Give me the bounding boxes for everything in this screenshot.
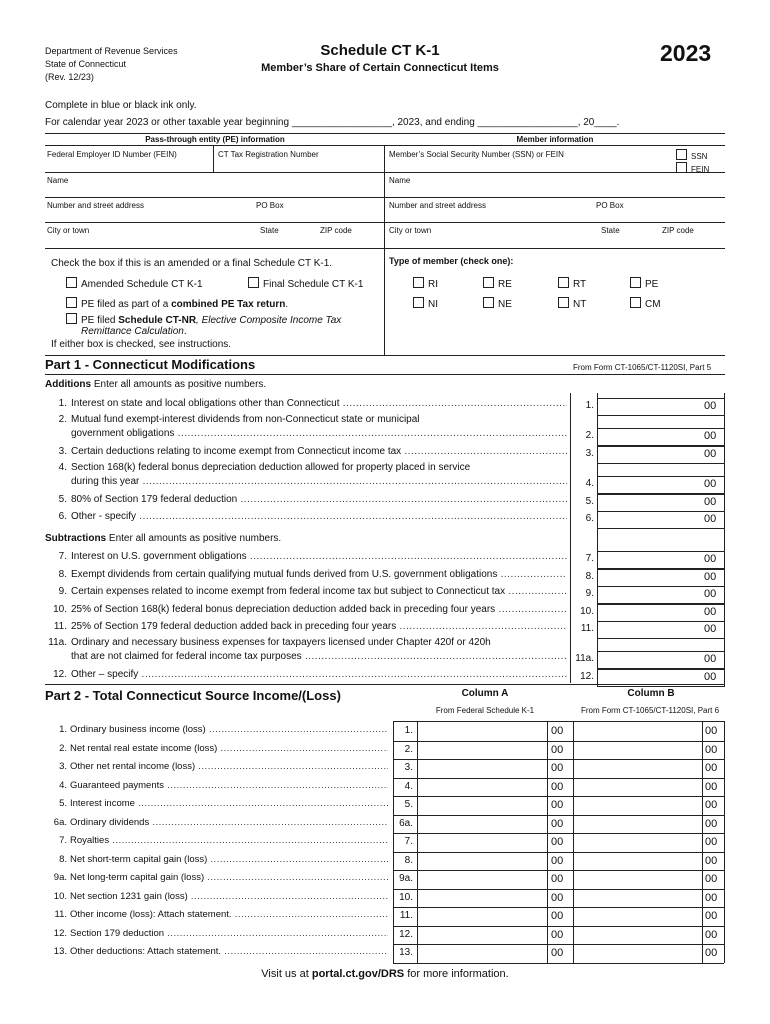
cents-label: 00 [704, 513, 717, 525]
line-description: Interest income ..... [70, 798, 388, 809]
line-description: 25% of Section 168(k) federal bonus depreciation deduction added back in preceding four years ..... [71, 604, 567, 615]
pe-pobox-label: PO Box [256, 201, 284, 210]
agency-name: Department of Revenue Services [45, 46, 178, 56]
column-a-amount[interactable] [418, 945, 546, 962]
type-ri-label: RI [428, 279, 438, 290]
column-a-amount[interactable] [418, 816, 546, 833]
subtractions-row [45, 637, 570, 662]
column-a-amount[interactable] [418, 908, 546, 925]
member-address-label: Number and street address [389, 201, 486, 210]
ctnr-line2 [81, 326, 187, 337]
type-nt-label: NT [573, 299, 587, 310]
type-nt[interactable] [558, 297, 586, 310]
type-ri[interactable] [413, 277, 438, 290]
ssn-option-label: SSN [691, 152, 708, 161]
type-re[interactable] [483, 277, 512, 290]
line-ref: 3. [404, 762, 413, 773]
line-ref: 13. [399, 947, 413, 958]
line-ref: 4. [404, 780, 413, 792]
line-number: 7. [58, 551, 67, 562]
pe-address-label: Number and street address [47, 201, 144, 210]
line-number: 3. [58, 446, 67, 457]
line-description: Guaranteed payments ..... [70, 780, 388, 791]
line-description: Other – specify ..... [71, 669, 567, 680]
combined-pre: PE filed as part of a [81, 299, 172, 310]
ssn-checkbox[interactable] [676, 149, 707, 161]
cents-label: 00 [705, 762, 718, 774]
line-description: Section 168(k) federal bonus depreciation deduction allowed for property placed in service [71, 462, 471, 473]
line-description: Other net rental income (loss) ..... [70, 761, 388, 772]
type-ne-box[interactable] [483, 297, 494, 308]
pe-name-label: Name [47, 176, 69, 185]
line-ref: 11. [399, 910, 413, 921]
column-b-amount[interactable] [574, 760, 702, 777]
cents-label: 00 [551, 910, 564, 922]
col-a-header: Column A [461, 688, 509, 699]
cents-label: 00 [705, 910, 718, 922]
pe-info-title: Pass-through entity (PE) information [145, 135, 285, 144]
line-number: 3. [59, 761, 67, 772]
column-a-amount[interactable] [418, 871, 546, 888]
line-description-cont: government obligations ..... [71, 428, 567, 439]
cents-label: 00 [704, 400, 717, 412]
type-cm-label: CM [645, 299, 661, 310]
line-number: 8. [59, 853, 67, 865]
column-b-amount[interactable] [574, 890, 702, 907]
subtractions-row [45, 604, 570, 621]
column-a-amount[interactable] [418, 760, 546, 777]
cents-label: 00 [704, 496, 717, 508]
cents-label: 00 [704, 553, 717, 565]
amended-box[interactable] [66, 277, 77, 288]
line-ref: 11. [580, 623, 594, 634]
form-title: Schedule CT K-1 [320, 42, 440, 59]
cents-label: 00 [704, 430, 717, 442]
type-nt-box[interactable] [558, 297, 569, 308]
line-number: 12. [53, 669, 67, 680]
line-description: Net section 1231 gain (loss) ..... [70, 891, 388, 902]
final-checkbox[interactable] [248, 277, 363, 290]
line-ref: 4. [585, 478, 594, 489]
line-ref: 2. [404, 743, 413, 755]
tax-year: 2023 [660, 40, 712, 66]
type-pe-label: PE [645, 279, 659, 290]
line-ref: 12. [399, 928, 413, 940]
cents-label: 00 [705, 743, 718, 756]
line-description: 25% of Section 179 federal deduction added back in preceding four years ..... [71, 621, 567, 632]
line-ref: 5. [585, 496, 594, 507]
line-ref: 9a. [399, 873, 413, 884]
column-a-amount[interactable] [418, 834, 546, 851]
line-description: Other - specify ..... [71, 511, 567, 522]
type-rt[interactable] [558, 277, 586, 290]
ssn-box[interactable] [676, 149, 687, 160]
column-b-amount[interactable] [574, 723, 702, 740]
line-description: Interest on U.S. government obligations ..... [71, 551, 567, 562]
line-ref: 5. [404, 799, 413, 810]
line-ref: 12. [580, 671, 594, 682]
part1-source: From Form CT-1065/CT-1120SI, Part 5 [573, 363, 712, 372]
column-b-amount[interactable] [574, 779, 702, 796]
subtractions-bold: Subtractions [45, 533, 107, 544]
line-number: 11. [53, 621, 67, 632]
cents-label: 00 [704, 671, 717, 683]
additions-row [45, 414, 570, 439]
column-b-amount[interactable] [574, 797, 702, 814]
line-ref: 10. [399, 891, 413, 903]
cents-label: 00 [705, 836, 718, 848]
combined-pe-box[interactable] [66, 297, 77, 308]
member-city-label: City or town [389, 226, 432, 235]
line-number: 5. [58, 494, 67, 505]
ctnr-post: . [183, 326, 187, 337]
line-description: Mutual fund exempt-interest dividends from non-Connecticut state or municipal [71, 414, 420, 425]
cents-label: 00 [705, 891, 718, 904]
cents-label: 00 [705, 780, 718, 793]
line-number: 4. [59, 779, 67, 791]
ink-instruction: Complete in blue or black ink only. [45, 100, 197, 111]
agency-block [45, 45, 178, 84]
line-description-cont: during this year ..... [71, 476, 567, 487]
column-a-amount[interactable] [418, 927, 546, 944]
member-name-label: Name [389, 176, 411, 185]
subtractions-row [45, 586, 570, 603]
column-b-amount[interactable] [574, 927, 702, 944]
subtractions-text: Enter all amounts as positive numbers. [106, 533, 282, 544]
cents-label: 00 [705, 873, 718, 885]
cents-label: 00 [705, 799, 718, 811]
period-begin-field[interactable]: __________________ [291, 117, 392, 128]
cents-label: 00 [551, 854, 564, 867]
type-ne-label: NE [498, 299, 512, 310]
type-pe[interactable] [630, 277, 658, 290]
line-description-cont: that are not claimed for federal income tax purposes ..... [71, 651, 567, 662]
line-description: Net long-term capital gain (loss) ..... [70, 872, 388, 883]
line-description: Other deductions: Attach statement. ..... [70, 946, 388, 957]
additions-row [45, 446, 570, 463]
line-number: 7. [59, 835, 67, 846]
line-ref: 8. [404, 854, 413, 866]
ctnr-italic2: Remittance Calculation [81, 326, 184, 337]
type-cm[interactable] [630, 297, 661, 310]
line-number: 1. [58, 398, 67, 409]
cents-label: 00 [704, 448, 717, 460]
footer [0, 968, 770, 980]
line-description: Interest on state and local obligations other than Connecticut ..... [71, 398, 567, 409]
pe-city-label: City or town [47, 226, 90, 235]
type-ni-box[interactable] [413, 297, 424, 308]
cents-label: 00 [551, 891, 564, 904]
amended-prompt: Check the box if this is an amended or a final Schedule CT K-1. [51, 258, 333, 269]
period-mid: , 2023, and ending [391, 117, 475, 128]
column-a-amount[interactable] [418, 779, 546, 796]
line-ref: 3. [585, 448, 594, 459]
line-description: 80% of Section 179 federal deduction ..... [71, 494, 567, 505]
column-b-amount[interactable] [574, 742, 702, 759]
additions-row [45, 462, 570, 487]
column-a-amount[interactable] [418, 890, 546, 907]
line-number: 11a. [48, 637, 67, 648]
column-b-amount[interactable] [574, 908, 702, 925]
line-number: 6a. [53, 816, 67, 828]
cents-label: 00 [551, 743, 564, 756]
line-description: Section 179 deduction ..... [70, 928, 388, 939]
line-ref: 7. [585, 553, 594, 564]
line-number: 11. [54, 909, 67, 920]
line-description: Exempt dividends from certain qualifying mutual funds derived from U.S. government obligations ..... [71, 569, 567, 580]
column-a-amount[interactable] [418, 853, 546, 870]
member-pobox-label: PO Box [596, 201, 624, 210]
ctnr-pre: PE filed [81, 315, 119, 326]
line-number: 4. [58, 462, 67, 473]
line-description: Ordinary and necessary business expenses for taxpayers licensed under Chapter 420f or 420h [71, 637, 491, 648]
agency-state: State of Connecticut [45, 59, 127, 69]
cents-label: 00 [704, 653, 717, 665]
amended-checkbox[interactable] [66, 277, 203, 290]
line-ref: 9. [585, 588, 594, 599]
line-ref: 8. [585, 571, 594, 582]
type-ne[interactable] [483, 297, 512, 310]
col-b-header: Column B [627, 688, 675, 699]
cents-label: 00 [705, 854, 718, 867]
line-ref: 10. [580, 606, 594, 617]
line-description: Other income (loss): Attach statement. ..... [70, 909, 388, 920]
member-state-label: State [601, 226, 620, 235]
type-ri-box[interactable] [413, 277, 424, 288]
additions-row [45, 511, 570, 528]
line-number: 9. [58, 586, 67, 597]
cents-label: 00 [705, 817, 718, 830]
final-box[interactable] [248, 277, 259, 288]
line-number: 2. [59, 742, 67, 754]
member-type-title: Type of member (check one): [389, 256, 514, 266]
footer-post: for more information. [404, 968, 509, 980]
col-b-source: From Form CT-1065/CT-1120SI, Part 6 [580, 706, 720, 715]
additions-row [45, 398, 570, 415]
line-number: 13. [53, 946, 67, 957]
column-a-amount[interactable] [418, 742, 546, 759]
subtractions-header [45, 533, 281, 544]
cents-label: 00 [704, 571, 717, 583]
cents-label: 00 [704, 606, 717, 618]
line-description: Ordinary business income (loss) ..... [70, 724, 388, 735]
line-description: Net rental real estate income (loss) ..... [70, 743, 388, 754]
additions-text: Enter all amounts as positive numbers. [91, 379, 267, 390]
subtractions-row [45, 551, 570, 568]
ctnr-checkbox[interactable] [66, 313, 341, 326]
cents-label: 00 [551, 780, 564, 793]
column-b-amount[interactable] [574, 945, 702, 962]
line-number: 8. [58, 569, 67, 580]
ct-reg-label: CT Tax Registration Number [218, 150, 319, 159]
column-a-amount[interactable] [418, 797, 546, 814]
cents-label: 00 [551, 928, 564, 941]
additions-row [45, 494, 570, 511]
period-prefix: For calendar year 2023 or other taxable year beginning [45, 117, 290, 128]
form-subtitle: Member’s Share of Certain Connecticut Items [261, 62, 499, 74]
form-revision: (Rev. 12/23) [45, 72, 94, 82]
pe-state-label: State [260, 226, 279, 235]
cents-label: 00 [551, 725, 564, 737]
line-description: Certain expenses related to income exempt from federal income tax but subject to Connecticut tax ..... [71, 586, 567, 597]
additions-bold: Additions [45, 379, 92, 390]
line-description: Royalties ..... [70, 835, 388, 846]
cents-label: 00 [551, 799, 564, 811]
column-b-amount[interactable] [574, 853, 702, 870]
combined-bold: combined PE Tax return [171, 299, 286, 310]
ssn-fein-label: Member’s Social Security Number (SSN) or FEIN [389, 150, 564, 159]
cents-label: 00 [551, 873, 564, 885]
cents-label: 00 [551, 817, 564, 830]
line-number: 10. [53, 890, 67, 902]
ctnr-italic: , Elective Composite Income Tax [196, 315, 342, 326]
cents-label: 00 [705, 725, 718, 737]
cents-label: 00 [705, 947, 718, 959]
cents-label: 00 [704, 623, 717, 635]
cents-label: 00 [704, 478, 717, 490]
type-rt-label: RT [573, 279, 587, 290]
additions-header [45, 379, 266, 390]
line-number: 9a. [53, 872, 67, 883]
footer-pre: Visit us at [261, 968, 312, 980]
col-a-source: From Federal Schedule K-1 [435, 706, 535, 715]
type-ni[interactable] [413, 297, 438, 310]
cents-label: 00 [551, 947, 564, 959]
column-a-amount[interactable] [418, 723, 546, 740]
ctnr-bold: Schedule CT-NR [118, 315, 197, 326]
type-re-label: RE [498, 279, 512, 290]
line-description: Net short-term capital gain (loss) ..... [70, 854, 388, 865]
type-pe-box[interactable] [630, 277, 641, 288]
line-ref: 7. [404, 836, 413, 847]
line-ref: 1. [585, 400, 594, 411]
ctnr-box[interactable] [66, 313, 77, 324]
line-number: 10. [53, 604, 67, 615]
line-ref: 1. [404, 725, 413, 736]
column-b-amount[interactable] [574, 816, 702, 833]
line-number: 1. [59, 724, 67, 735]
column-b-amount[interactable] [574, 834, 702, 851]
line-number: 12. [53, 927, 67, 939]
period-suffix: , 20____. [577, 117, 620, 128]
cents-label: 00 [551, 836, 564, 848]
part2-title: Part 2 - Total Connecticut Source Income/(Loss) [45, 688, 341, 703]
cents-label: 00 [551, 762, 564, 774]
member-info-title: Member information [516, 135, 594, 144]
type-rt-box[interactable] [558, 277, 569, 288]
subtractions-row [45, 621, 570, 638]
combined-pe-checkbox[interactable] [66, 297, 288, 310]
line-ref: 6. [585, 513, 594, 524]
pe-zip-label: ZIP code [320, 226, 352, 235]
line-number: 6. [58, 511, 67, 522]
type-ni-label: NI [428, 299, 438, 310]
column-b-amount[interactable] [574, 871, 702, 888]
fein-option-label: FEIN [691, 165, 710, 174]
period-end-field[interactable]: __________________ [477, 117, 578, 128]
line-description: Ordinary dividends ..... [70, 817, 388, 828]
either-box-note: If either box is checked, see instructions. [51, 339, 232, 350]
line-ref: 2. [585, 430, 594, 441]
line-ref: 6a. [399, 817, 413, 829]
line-number: 5. [59, 798, 67, 809]
cents-label: 00 [705, 928, 718, 941]
fein-label: Federal Employer ID Number (FEIN) [47, 150, 177, 159]
part1-title: Part 1 - Connecticut Modifications [45, 357, 256, 372]
combined-post: . [285, 299, 289, 310]
final-label: Final Schedule CT K-1 [263, 279, 364, 290]
line-number: 2. [58, 414, 67, 425]
line-description: Certain deductions relating to income exempt from Connecticut income tax ..... [71, 446, 567, 457]
type-re-box[interactable] [483, 277, 494, 288]
member-zip-label: ZIP code [662, 226, 694, 235]
subtractions-row [45, 569, 570, 586]
type-cm-box[interactable] [630, 297, 641, 308]
amended-label: Amended Schedule CT K-1 [81, 279, 203, 290]
drs-link[interactable]: portal.ct.gov/DRS [311, 968, 405, 980]
tax-period-line [45, 117, 619, 128]
line-ref: 11a. [575, 653, 594, 664]
cents-label: 00 [704, 588, 717, 600]
